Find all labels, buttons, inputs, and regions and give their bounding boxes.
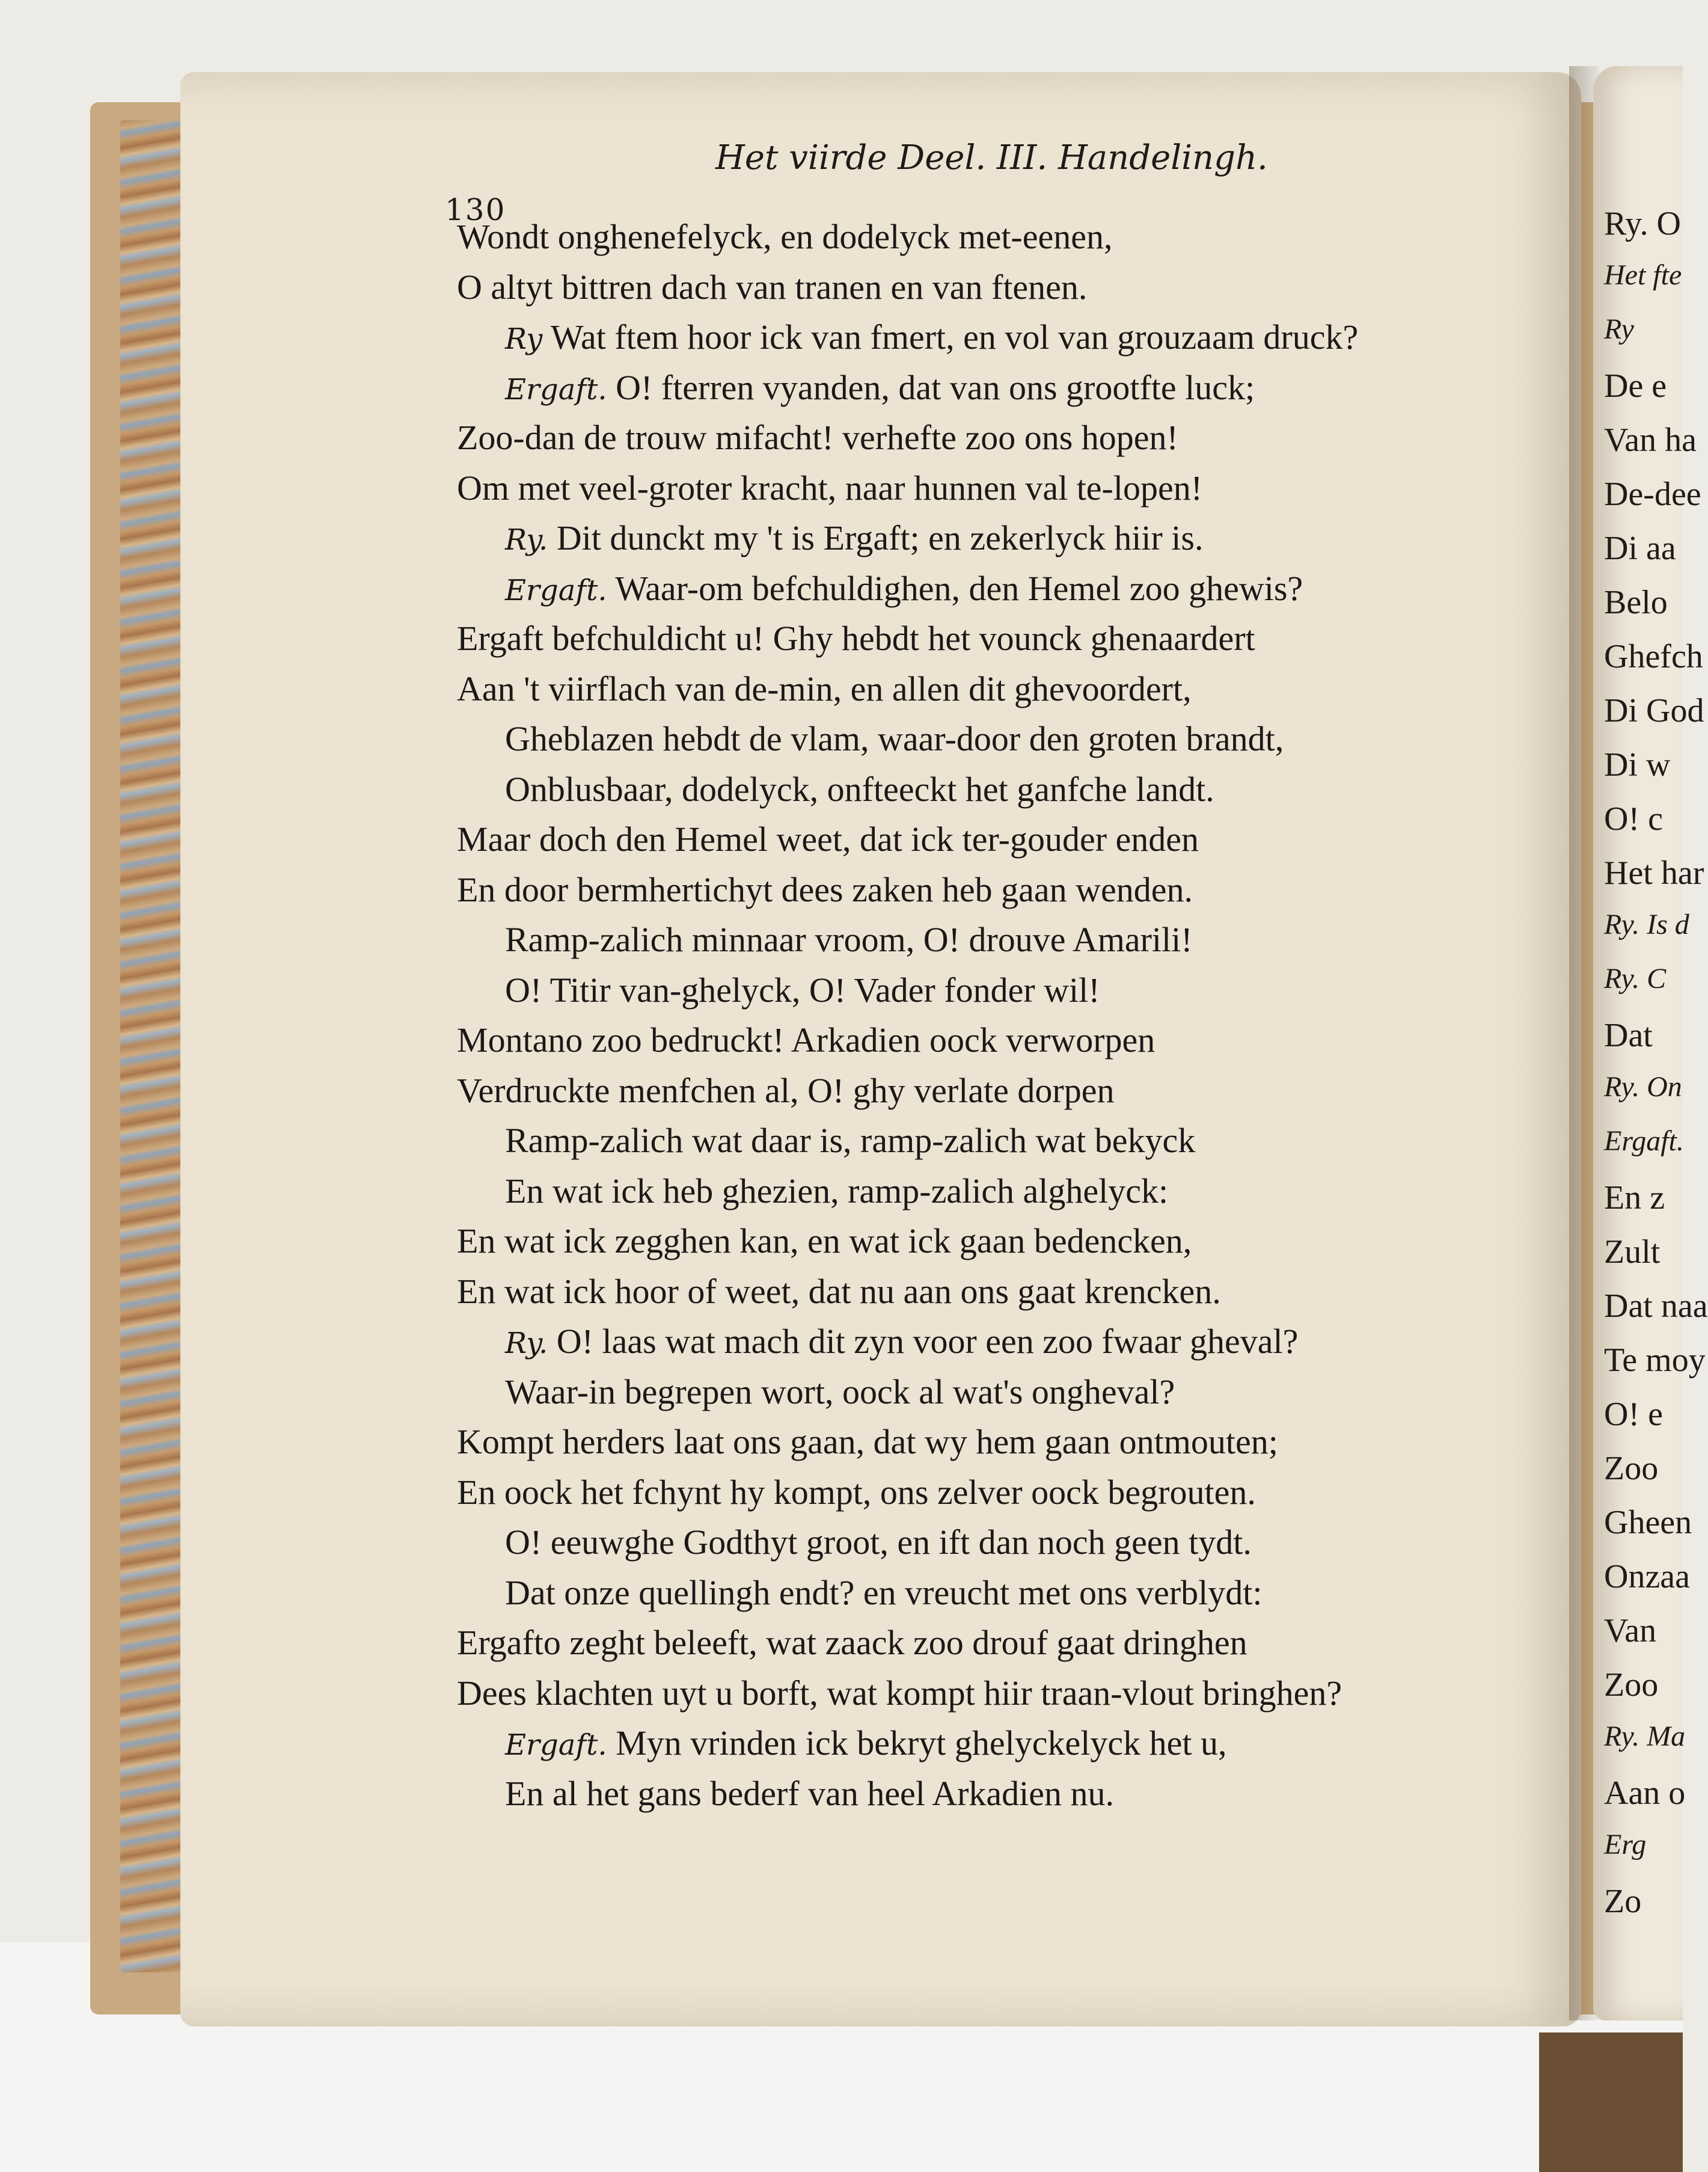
right-page-fragment: Zoo [1604, 1450, 1659, 1487]
right-page-fragment: Ry. O [1604, 205, 1681, 242]
right-page-fragment: Aan o [1604, 1775, 1686, 1812]
page-number: 130 [445, 192, 506, 227]
verse-text: Ramp-zalich minnaar vroom, O! drouve Amarili! [505, 920, 1193, 959]
verse-text: Dat onze quellingh endt? en vreucht met ons verblydt: [505, 1572, 1263, 1612]
right-page-fragment: Van ha [1604, 422, 1697, 459]
verse-text: Verdruckte menfchen al, O! ghy verlate dorpen [457, 1070, 1115, 1110]
speaker-label: Ry. [505, 1327, 548, 1360]
right-page-fragment: Onzaa [1604, 1558, 1691, 1595]
right-page-fragment: Ry. Is d [1604, 909, 1689, 940]
verse-line [505, 1572, 1263, 1612]
verse-line [505, 518, 1204, 557]
right-page-fragment: Ry. C [1604, 963, 1667, 995]
verse-line [505, 1324, 1298, 1359]
verse-line [457, 1221, 1192, 1260]
verse-text: Montano zoo bedruckt! Arkadien oock verworpen [457, 1020, 1156, 1060]
right-page-fragment: Ergaft. [1604, 1125, 1684, 1157]
right-page-fragment: Ry. On [1604, 1071, 1682, 1103]
verse-text: Gheblazen hebdt de vlam, waar-door den groten brandt, [505, 719, 1284, 758]
verse-text: Dit dunckt my 't is Ergaft; en zekerlyck hiir is. [556, 518, 1204, 557]
verse-line [457, 1020, 1156, 1060]
verse-text: Kompt herders laat ons gaan, dat wy hem gaan ontmouten; [457, 1422, 1278, 1461]
verse-text: En oock het fchynt hy kompt, ons zelver oock begrouten. [457, 1472, 1256, 1512]
right-page-fragment: De-dee [1604, 476, 1701, 513]
verse-line [457, 267, 1088, 307]
right-page-fragment: O! e [1604, 1396, 1663, 1433]
verse-text: Ergafto zeght beleeft, wat zaack zoo drouf gaat dringhen [457, 1623, 1247, 1662]
verse-text: Om met veel-groter kracht, naar hunnen val te-lopen! [457, 468, 1203, 508]
speaker-label: Ry. [505, 523, 548, 557]
verse-line [457, 468, 1203, 508]
verse-line [457, 870, 1193, 909]
right-page-fragment: Het har [1604, 854, 1704, 892]
verse-line [505, 568, 1303, 608]
verse-text: En wat ick zegghen kan, en wat ick gaan bedencken, [457, 1221, 1192, 1260]
right-page-fragment: En z [1604, 1179, 1665, 1216]
verse-line [457, 1070, 1115, 1110]
verse-text: Ramp-zalich wat daar is, ramp-zalich wat bekyck [505, 1121, 1196, 1160]
verse-text: Dees klachten uyt u borft, wat kompt hiir traan-vlout bringhen? [457, 1673, 1342, 1713]
verse-line [505, 367, 1255, 407]
right-page-fragment: Zult [1604, 1233, 1661, 1271]
right-page-fragment: Di aa [1604, 530, 1676, 567]
right-page-fragment: Ry. Ma [1604, 1720, 1686, 1752]
verse-text: Wondt onghenefelyck, en dodelyck met-eenen, [457, 217, 1113, 256]
verse-text: En wat ick hoor of weet, dat nu aan ons gaat krencken. [457, 1271, 1221, 1311]
verse-text: O! fterren vyanden, dat van ons grootfte luck; [616, 367, 1255, 407]
verse-line [505, 1525, 1252, 1560]
verse-line [457, 1625, 1247, 1660]
right-page-fragment: Het fte [1604, 259, 1682, 291]
right-page-fragment: Zo [1604, 1883, 1642, 1920]
verse-line [505, 1372, 1175, 1411]
right-page-fragment: De e [1604, 367, 1667, 405]
verse-text: En wat ick heb ghezien, ramp-zalich alghelyck: [505, 1171, 1169, 1210]
verse-line [505, 1773, 1115, 1813]
verse-line [457, 669, 1192, 708]
verse-line [457, 1422, 1278, 1461]
verse-line [505, 922, 1193, 957]
verse-line [457, 219, 1112, 254]
verse-line [457, 621, 1255, 656]
verse-line [505, 1171, 1169, 1210]
verse-line [505, 769, 1214, 809]
verse-line [505, 970, 1100, 1010]
verse-text: Onblusbaar, dodelyck, onfteeckt het ganfche landt. [505, 769, 1214, 809]
verse-text: O altyt bittren dach van tranen en van ftenen. [457, 267, 1088, 307]
speaker-label: Ry [505, 322, 543, 356]
verse-line [457, 822, 1199, 857]
verse-text: Maar doch den Hemel weet, dat ick ter-gouder enden [457, 820, 1199, 859]
verse-text: Ergaft befchuldicht u! Ghy hebdt het vounck ghenaardert [457, 619, 1255, 658]
verse-text: Waar-om befchuldighen, den Hemel zoo ghewis? [615, 568, 1303, 608]
verse-text: O! Titir van-ghelyck, O! Vader fonder wil! [505, 970, 1100, 1010]
speaker-label: Ergaft. [505, 372, 607, 406]
wooden-table-backdrop [1539, 2032, 1683, 2172]
right-page-fragment: Belo [1604, 584, 1668, 621]
right-page-fragment: O! c [1604, 800, 1663, 838]
verse-text: Waar-in begrepen wort, oock al wat's ongheval? [505, 1372, 1175, 1411]
verse-text: En door bermhertichyt dees zaken heb gaan wenden. [457, 870, 1193, 909]
verse-line [457, 420, 1178, 455]
verse-line [505, 320, 1358, 355]
verse-text: Wat ftem hoor ick van fmert, en vol van grouzaam druck? [550, 318, 1359, 357]
right-page-fragment: Te moy [1604, 1342, 1706, 1379]
verse-text: Aan 't viirflach van de-min, en allen dit ghevoordert, [457, 669, 1192, 708]
right-page-text [1593, 66, 1708, 2020]
right-page-fragment: Ry [1604, 313, 1634, 345]
right-page-fragment: Dat naa [1604, 1287, 1708, 1325]
verse-line [505, 1723, 1227, 1762]
verse-line [457, 1472, 1256, 1512]
verse-line [505, 719, 1284, 758]
verse-line [505, 1123, 1195, 1158]
right-page-fragment: Gheen [1604, 1504, 1692, 1541]
verse-line [457, 1673, 1342, 1713]
right-page-fragment: Di God [1604, 692, 1704, 729]
verse-line [457, 1271, 1221, 1311]
right-page-fragment: Ghefch [1604, 638, 1703, 675]
speaker-label: Ergaft. [505, 573, 607, 607]
right-page-fragment: Di w [1604, 746, 1671, 784]
right-page-fragment: Van [1604, 1612, 1657, 1649]
running-head: Het viirde Deel. III. Handelingh. [715, 138, 1268, 177]
verse-text: O! eeuwghe Godthyt groot, en ift dan noch geen tydt. [505, 1523, 1252, 1562]
verse-text: Myn vrinden ick bekryt ghelyckelyck het u, [616, 1723, 1227, 1762]
right-page-fragment: Erg [1604, 1829, 1647, 1861]
verse-text: O! laas wat mach dit zyn voor een zoo fwaar gheval? [556, 1322, 1299, 1361]
right-page-fragment: Dat [1604, 1017, 1653, 1054]
speaker-label: Ergaft. [505, 1728, 607, 1762]
right-page-fragment: Zoo [1604, 1666, 1659, 1704]
right-page [1593, 66, 1708, 2020]
verse-text: En al het gans bederf van heel Arkadien nu. [505, 1773, 1115, 1813]
verse-text: Zoo-dan de trouw mifacht! verhefte zoo ons hopen! [457, 418, 1178, 457]
